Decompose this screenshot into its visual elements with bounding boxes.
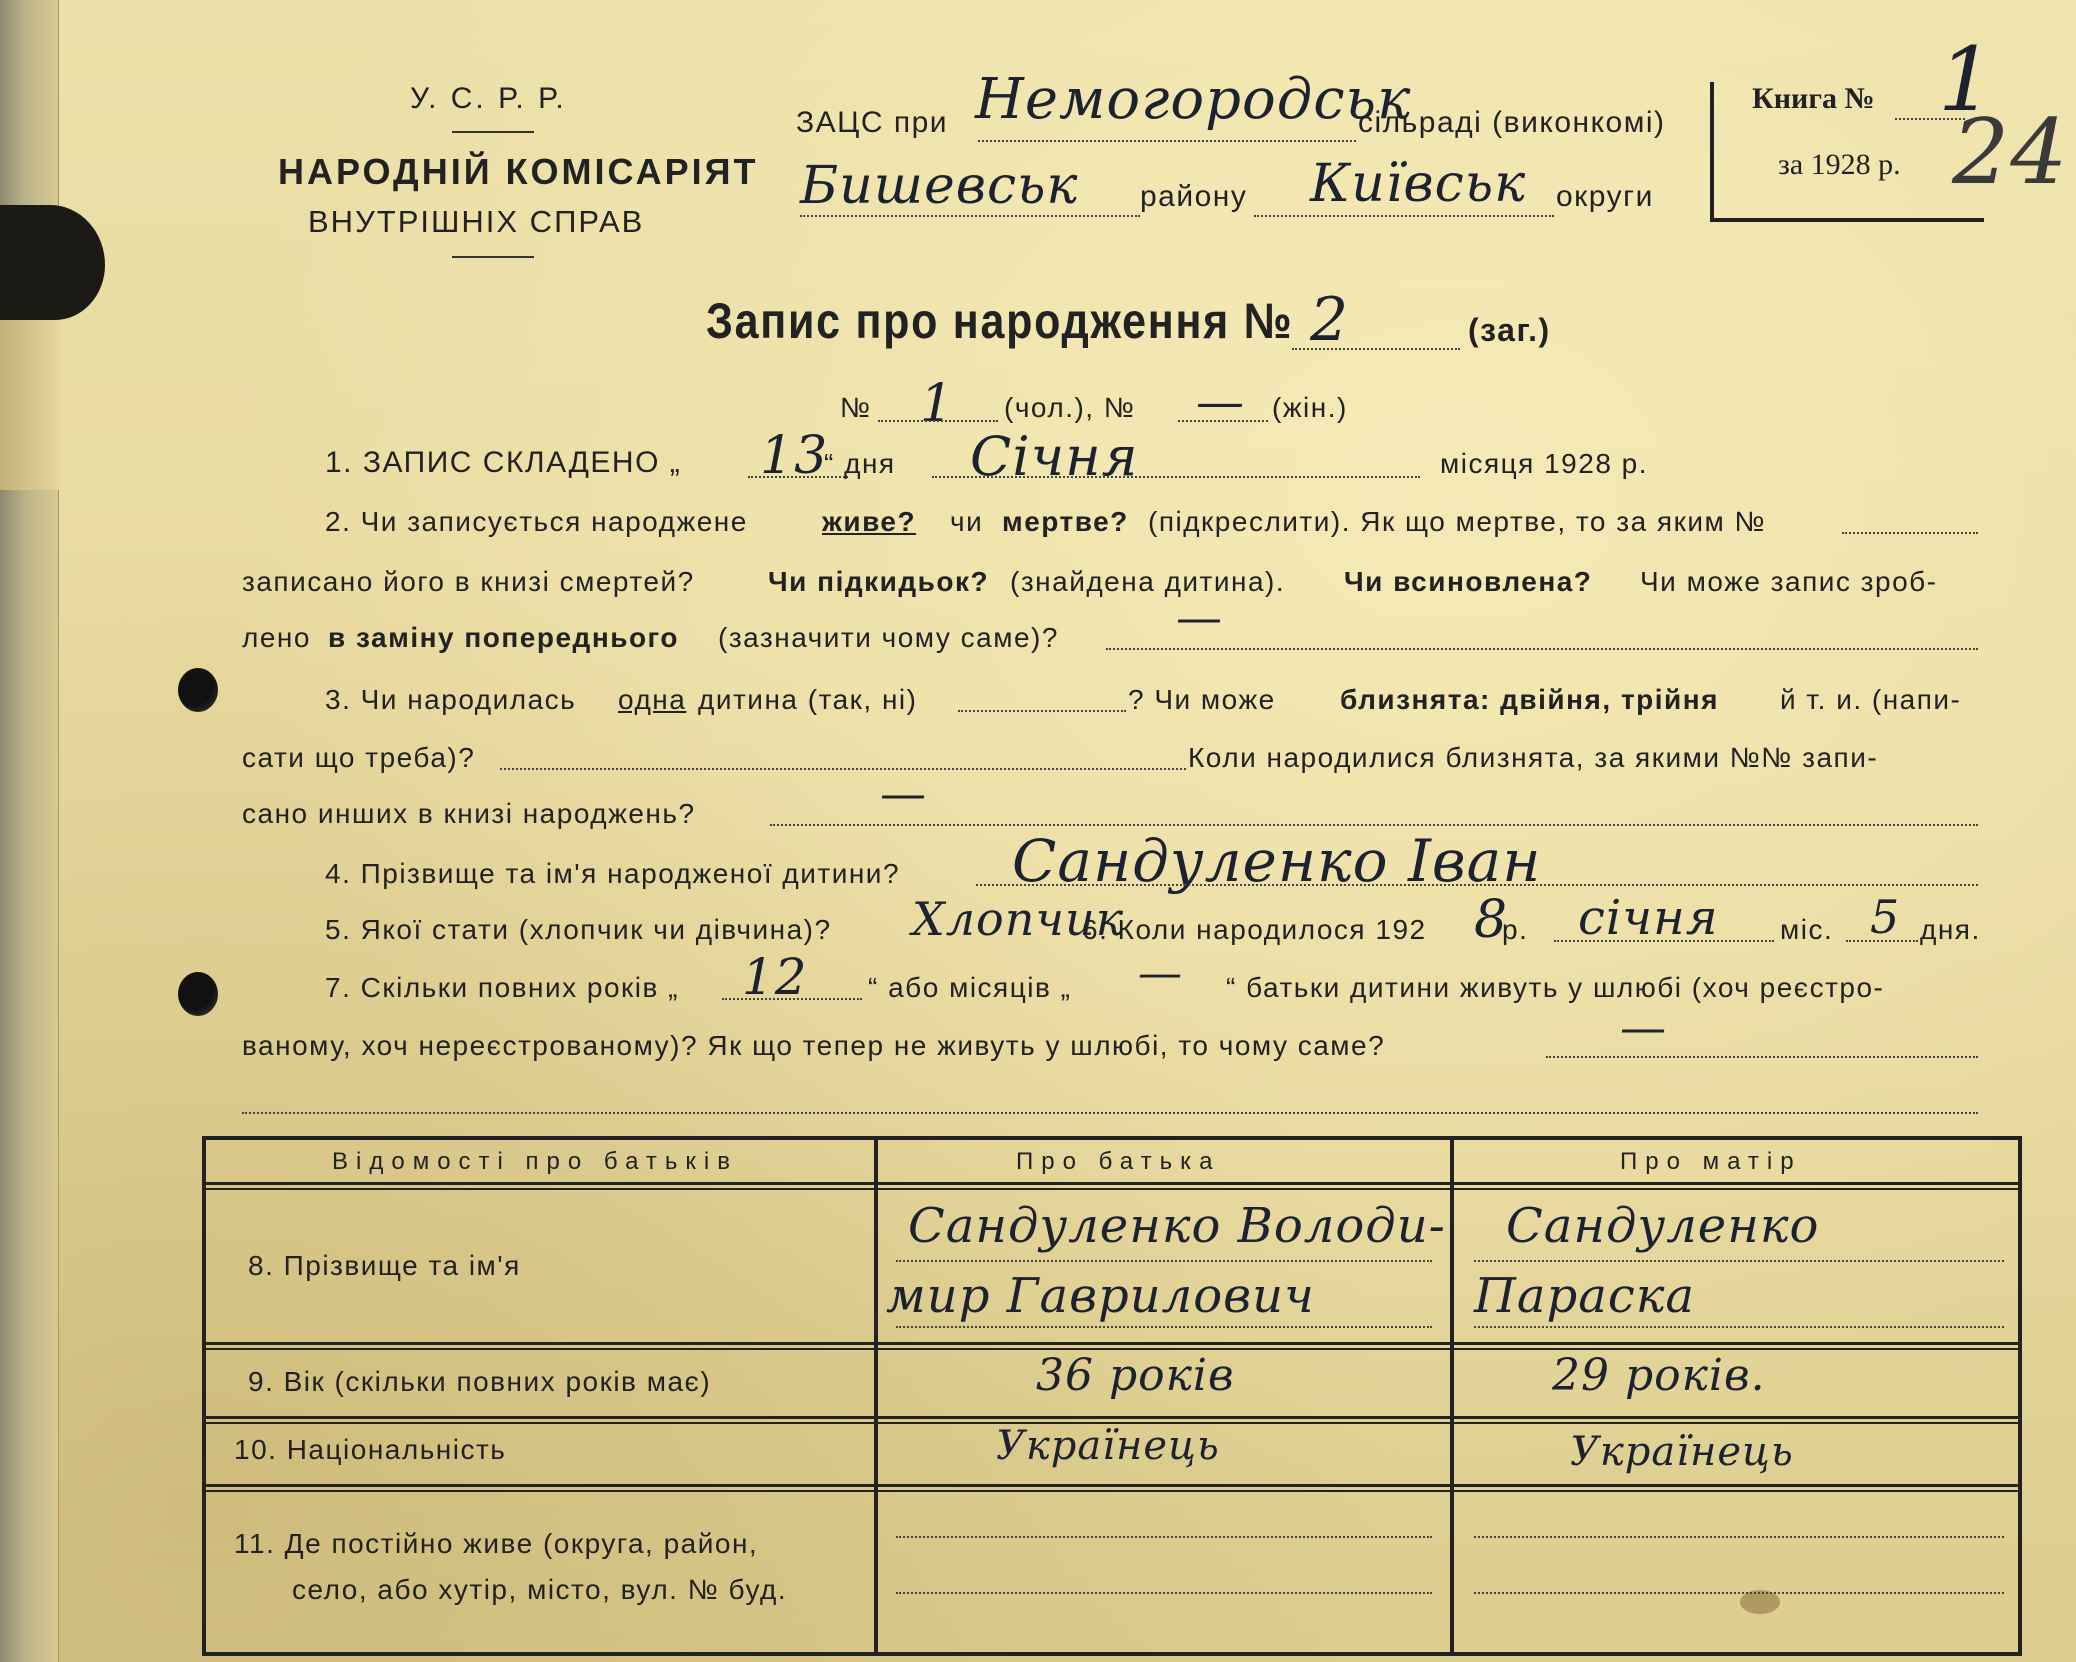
q6-day: 5 bbox=[1870, 890, 1901, 944]
village-name: Немогородськ bbox=[975, 67, 1412, 132]
paper-wear bbox=[0, 320, 60, 490]
fill-line bbox=[1474, 1260, 2004, 1262]
q2-answer: — bbox=[1176, 590, 1223, 644]
okrug-name: Київськ bbox=[1310, 154, 1527, 214]
divider bbox=[452, 131, 534, 133]
father-name-line1: Сандуленко Володи- bbox=[908, 1198, 1446, 1254]
q3-answer: — bbox=[880, 766, 927, 820]
q1-month: Січня bbox=[970, 425, 1139, 488]
parents-table bbox=[202, 1136, 2022, 1656]
book-year: за 1928 р. bbox=[1778, 148, 1901, 181]
district-suffix: району bbox=[1140, 180, 1248, 213]
mother-name-line1: Сандуленко bbox=[1506, 1198, 1820, 1254]
q1-day-label: “ дня bbox=[824, 448, 896, 479]
q2-replacement: в заміну попереднього bbox=[328, 622, 679, 653]
row-divider bbox=[206, 1188, 2018, 1190]
torn-edge bbox=[0, 205, 105, 320]
female-number: — bbox=[1196, 374, 1245, 430]
mother-nationality: Українець bbox=[1570, 1429, 1794, 1475]
q2-line3: лено bbox=[242, 622, 311, 653]
q3-twins: близнята: двійня, трійня bbox=[1340, 684, 1719, 715]
q4-child-name: Сандуленко Іван bbox=[1012, 827, 1542, 895]
q2-foundling: Чи підкидьок? bbox=[768, 566, 990, 597]
fill-line bbox=[242, 1112, 1978, 1114]
fill-line bbox=[896, 1592, 1432, 1594]
q3-line2-b: Коли народилися близнята, за якими №№ запи- bbox=[1188, 742, 1879, 773]
number-sign: № bbox=[840, 392, 872, 423]
fill-line bbox=[1474, 1536, 2004, 1538]
commissariat-title: НАРОДНІЙ КОМІСАРІЯТ bbox=[278, 151, 759, 192]
q6-year-suffix: р. bbox=[1502, 914, 1529, 945]
q2-dead-option: мертве? bbox=[1002, 506, 1129, 537]
q6-month: січня bbox=[1578, 890, 1719, 946]
q3-line1-c: ? Чи може bbox=[1128, 684, 1276, 715]
fill-line bbox=[1254, 215, 1554, 217]
zags-label: ЗАЦС при bbox=[796, 106, 949, 139]
record-title: Запис про народження № bbox=[706, 293, 1294, 349]
male-label: (чол.), № bbox=[1004, 392, 1136, 423]
q4-label: 4. Прізвище та ім'я народженої дитини? bbox=[325, 858, 901, 889]
male-number: 1 bbox=[920, 374, 955, 434]
q6-month-label: міс. bbox=[1780, 914, 1834, 945]
q7-line2: ваному, хоч нереєстрованому)? Як що тепер не живуть у шлюбі, то чому саме? bbox=[242, 1030, 1386, 1061]
punch-hole bbox=[178, 972, 218, 1016]
row-divider bbox=[206, 1342, 2018, 1345]
row-divider bbox=[206, 1490, 2018, 1492]
fill-line bbox=[896, 1326, 1432, 1328]
fill-line bbox=[896, 1260, 1432, 1262]
mother-age: 29 років. bbox=[1552, 1350, 1766, 1401]
mother-name-line2: Параска bbox=[1474, 1268, 1695, 1324]
q5-label: 5. Якої стати (хлопчик чи дівчина)? bbox=[325, 914, 832, 945]
row-divider bbox=[206, 1416, 2018, 1419]
q3-line2: сати що треба)? bbox=[242, 742, 476, 773]
record-number: 2 bbox=[1310, 285, 1350, 355]
father-name-line2: мир Гаврилович bbox=[886, 1268, 1315, 1324]
header-father: Про батька bbox=[1016, 1148, 1221, 1175]
q6-year-digit: 8 bbox=[1474, 890, 1509, 950]
book-number: 1 bbox=[1938, 28, 1995, 131]
margin-mark: 24 bbox=[1952, 100, 2069, 205]
q7-answer: — bbox=[1620, 1000, 1667, 1054]
q2-line3-rest: (зазначити чому саме)? bbox=[718, 622, 1059, 653]
fill-line bbox=[1554, 940, 1774, 942]
q6-label: 6. Коли народилося 192 bbox=[1082, 914, 1427, 945]
row-nationality-label: 10. Національність bbox=[234, 1434, 507, 1465]
q1-month-label: місяця 1928 р. bbox=[1440, 448, 1649, 479]
record-suffix: (заг.) bbox=[1468, 312, 1551, 348]
fill-line bbox=[896, 1536, 1432, 1538]
q3-line1-d: й т. и. (напи- bbox=[1780, 684, 1962, 715]
fill-line bbox=[800, 215, 1140, 217]
district-name: Бишевськ bbox=[800, 156, 1079, 216]
fill-line bbox=[722, 998, 862, 1000]
fill-line bbox=[770, 824, 1978, 826]
q2-or: чи bbox=[950, 506, 984, 537]
row-name-label: 8. Прізвище та ім'я bbox=[248, 1250, 521, 1281]
q1-label: 1. ЗАПИС СКЛАДЕНО „ bbox=[325, 446, 682, 479]
fill-line bbox=[1474, 1592, 2004, 1594]
header-parents-info: Відомості про батьків bbox=[332, 1148, 738, 1175]
q2-foundling-note: (знайдена дитина). bbox=[1010, 566, 1286, 597]
fill-line bbox=[1106, 648, 1978, 650]
row-divider bbox=[206, 1182, 2018, 1185]
commissariat-subtitle: ВНУТРІШНІХ СПРАВ bbox=[308, 204, 645, 239]
republic-label: У. С. Р. Р. bbox=[410, 82, 567, 115]
q1-day: 13 bbox=[760, 426, 829, 486]
fill-line bbox=[1846, 940, 1918, 942]
row-age-label: 9. Вік (скільки повних років має) bbox=[248, 1366, 712, 1397]
divider bbox=[452, 256, 534, 258]
q7-months: — bbox=[1138, 948, 1183, 999]
column-divider bbox=[1450, 1140, 1454, 1652]
q2-line1-rest: (підкреслити). Як що мертве, то за яким № bbox=[1148, 506, 1767, 537]
q5-sex: Хлопчик bbox=[912, 892, 1125, 946]
female-label: (жін.) bbox=[1272, 392, 1348, 423]
fill-line bbox=[500, 768, 1186, 770]
q6-day-label: дня. bbox=[1920, 914, 1981, 945]
q7-years: 12 bbox=[742, 948, 808, 1006]
row-divider bbox=[206, 1484, 2018, 1487]
q7-label: 7. Скільки повних років „ bbox=[325, 972, 680, 1003]
fill-line bbox=[932, 476, 1420, 478]
fill-line bbox=[978, 140, 1356, 142]
q2-line2-rest: Чи може запис зроб- bbox=[1640, 566, 1938, 597]
q2-line2: записано його в книзі смертей? bbox=[242, 566, 695, 597]
father-age: 36 років bbox=[1036, 1350, 1235, 1401]
fill-line bbox=[1474, 1326, 2004, 1328]
father-nationality: Українець bbox=[996, 1423, 1220, 1469]
fill-line bbox=[1546, 1056, 1978, 1058]
q7-label-b: “ або місяців „ bbox=[868, 972, 1072, 1003]
q3-line1: 3. Чи народилась bbox=[325, 684, 577, 715]
q3-line1-b: дитина (так, ні) bbox=[698, 684, 918, 715]
village-suffix: сільраді (виконкомі) bbox=[1358, 106, 1666, 139]
punch-hole bbox=[178, 668, 218, 712]
column-divider bbox=[874, 1140, 878, 1652]
q2-line1: 2. Чи записується народжене bbox=[325, 506, 748, 537]
fill-line bbox=[976, 884, 1978, 886]
q3-one-option: одна bbox=[618, 684, 687, 715]
okrug-suffix: округи bbox=[1556, 180, 1654, 213]
q2-adopted: Чи всиновлена? bbox=[1344, 566, 1593, 597]
q3-line3: сано инших в книзі народжень? bbox=[242, 798, 696, 829]
fill-line bbox=[1292, 348, 1460, 350]
book-label: Книга № bbox=[1752, 82, 1875, 115]
fill-line bbox=[958, 710, 1126, 712]
row-residence-label-2: село, або хутір, місто, вул. № буд. bbox=[292, 1574, 788, 1605]
header-mother: Про матір bbox=[1620, 1148, 1802, 1175]
q2-live-option: живе? bbox=[822, 506, 917, 537]
row-residence-label: 11. Де постійно живе (округа, район, bbox=[234, 1528, 759, 1559]
q7-label-c: “ батьки дитини живуть у шлюбі (хоч реєстро- bbox=[1226, 972, 1885, 1003]
fill-line bbox=[1178, 420, 1268, 422]
fill-line bbox=[878, 420, 998, 422]
fill-line bbox=[1842, 532, 1978, 534]
